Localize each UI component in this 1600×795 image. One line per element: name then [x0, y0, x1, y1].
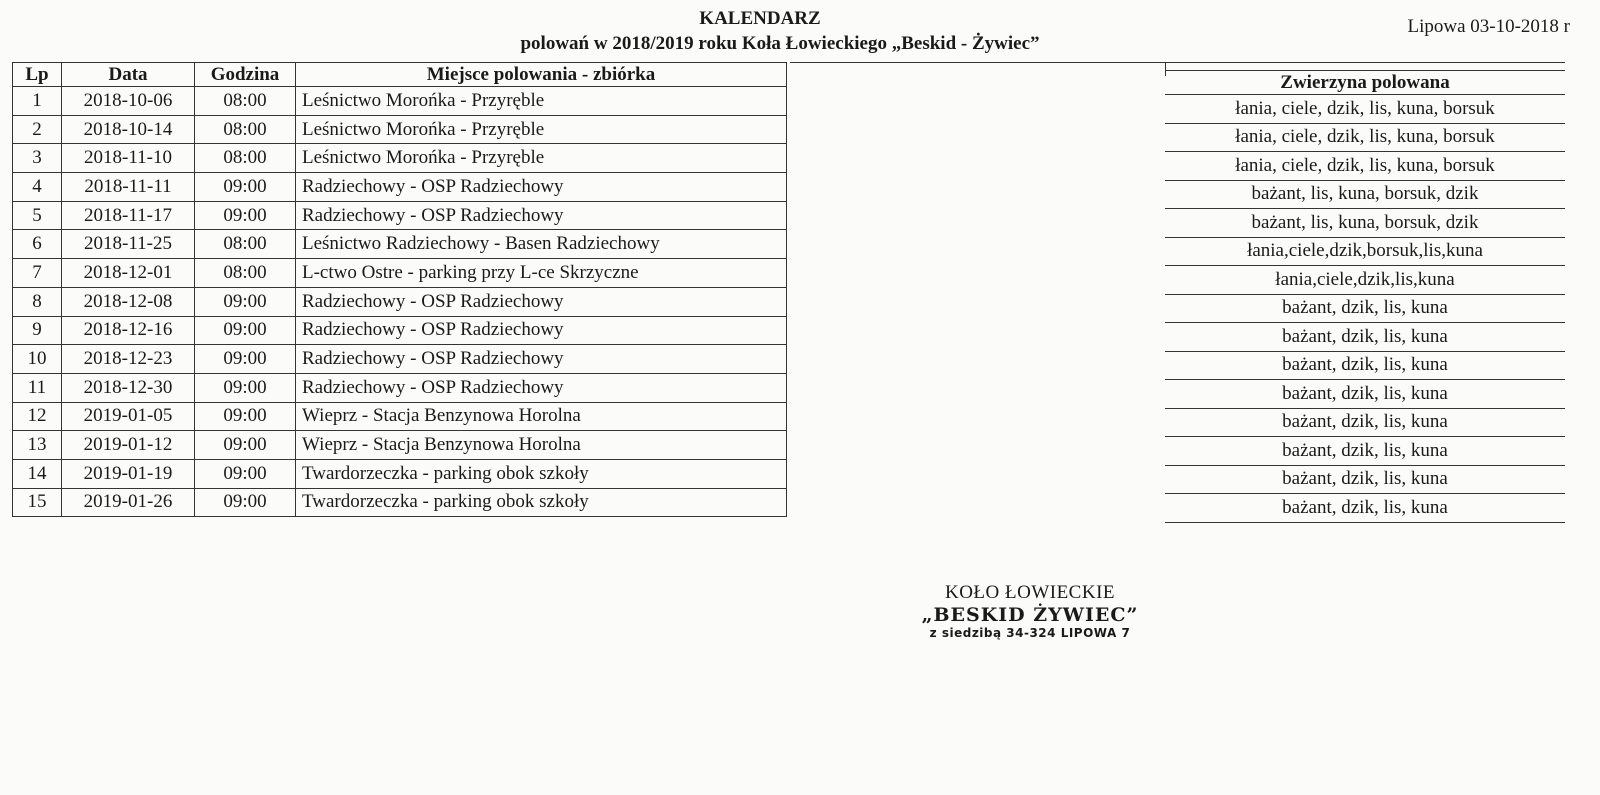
row-place: Wieprz - Stacja Benzynowa Horolna — [296, 431, 787, 460]
row-game: bażant, dzik, lis, kuna — [1165, 465, 1565, 494]
row-number: 7 — [13, 259, 62, 288]
row-place: Twardorzeczka - parking obok szkoły — [296, 488, 787, 517]
row-game: bażant, dzik, lis, kuna — [1165, 380, 1565, 409]
table-row — [13, 201, 787, 230]
game-row — [1165, 494, 1565, 523]
table-row — [13, 115, 787, 144]
game-row — [1165, 209, 1565, 238]
row-number: 8 — [13, 287, 62, 316]
row-game: bażant, dzik, lis, kuna — [1165, 323, 1565, 352]
table-row — [13, 488, 787, 517]
stamp-line-2: „BESKID ŻYWIEC” — [921, 604, 1139, 626]
table-row — [13, 345, 787, 374]
header-divider — [790, 62, 1565, 63]
row-time: 09:00 — [195, 345, 296, 374]
table-row — [13, 87, 787, 116]
table-row — [13, 287, 787, 316]
row-time: 09:00 — [195, 373, 296, 402]
game-row — [1165, 294, 1565, 323]
row-date: 2018-11-10 — [62, 144, 195, 173]
row-game: łania,ciele,dzik,lis,kuna — [1165, 266, 1565, 295]
stamp-line-1: KOŁO ŁOWIECKIE — [944, 582, 1116, 603]
row-number: 2 — [13, 115, 62, 144]
row-time: 08:00 — [195, 259, 296, 288]
row-date: 2018-11-25 — [62, 230, 195, 259]
row-time: 09:00 — [195, 287, 296, 316]
schedule-table — [12, 62, 787, 517]
row-place: Radziechowy - OSP Radziechowy — [296, 173, 787, 202]
column-header-lp: Lp — [13, 63, 62, 87]
row-date: 2018-11-17 — [62, 201, 195, 230]
row-time: 08:00 — [195, 87, 296, 116]
row-number: 11 — [13, 373, 62, 402]
table-row — [13, 144, 787, 173]
game-row — [1165, 237, 1565, 266]
game-row — [1165, 408, 1565, 437]
row-place: Wieprz - Stacja Benzynowa Horolna — [296, 402, 787, 431]
row-number: 4 — [13, 173, 62, 202]
row-number: 6 — [13, 230, 62, 259]
row-game: łania,ciele,dzik,borsuk,lis,kuna — [1165, 237, 1565, 266]
game-row — [1165, 351, 1565, 380]
row-number: 15 — [13, 488, 62, 517]
game-row — [1165, 437, 1565, 466]
row-number: 9 — [13, 316, 62, 345]
row-time: 09:00 — [195, 459, 296, 488]
row-date: 2018-10-06 — [62, 87, 195, 116]
row-number: 10 — [13, 345, 62, 374]
game-row — [1165, 266, 1565, 295]
row-time: 09:00 — [195, 201, 296, 230]
table-header-row — [13, 63, 787, 87]
table-row — [13, 316, 787, 345]
game-row — [1165, 465, 1565, 494]
row-place: Leśnictwo Morońka - Przyręble — [296, 87, 787, 116]
row-game: bażant, lis, kuna, borsuk, dzik — [1165, 209, 1565, 238]
column-header-game: Zwierzyna polowana — [1165, 71, 1565, 95]
row-place: Leśnictwo Morońka - Przyręble — [296, 115, 787, 144]
row-time: 09:00 — [195, 431, 296, 460]
row-place: L-ctwo Ostre - parking przy L-ce Skrzyczne — [296, 259, 787, 288]
game-row — [1165, 95, 1565, 124]
table-row — [13, 402, 787, 431]
row-place: Radziechowy - OSP Radziechowy — [296, 373, 787, 402]
row-place: Leśnictwo Radziechowy - Basen Radziechowy — [296, 230, 787, 259]
row-place: Radziechowy - OSP Radziechowy — [296, 201, 787, 230]
row-date: 2018-12-30 — [62, 373, 195, 402]
row-place: Twardorzeczka - parking obok szkoły — [296, 459, 787, 488]
row-number: 13 — [13, 431, 62, 460]
table-row — [13, 173, 787, 202]
row-time: 08:00 — [195, 115, 296, 144]
row-date: 2019-01-26 — [62, 488, 195, 517]
game-row — [1165, 123, 1565, 152]
row-date: 2019-01-05 — [62, 402, 195, 431]
row-date: 2018-11-11 — [62, 173, 195, 202]
row-place: Radziechowy - OSP Radziechowy — [296, 345, 787, 374]
row-date: 2018-12-01 — [62, 259, 195, 288]
row-date: 2019-01-12 — [62, 431, 195, 460]
game-row — [1165, 380, 1565, 409]
column-header-date: Data — [62, 63, 195, 87]
row-game: bażant, dzik, lis, kuna — [1165, 351, 1565, 380]
row-place: Leśnictwo Morońka - Przyręble — [296, 144, 787, 173]
row-number: 14 — [13, 459, 62, 488]
table-row — [13, 230, 787, 259]
document-subtitle: polowań w 2018/2019 roku Koła Łowieckiego „Beskid - Żywiec” — [520, 33, 1040, 54]
row-time: 08:00 — [195, 144, 296, 173]
table-row — [13, 431, 787, 460]
row-time: 08:00 — [195, 230, 296, 259]
row-date: 2018-12-16 — [62, 316, 195, 345]
table-row — [13, 373, 787, 402]
row-number: 3 — [13, 144, 62, 173]
row-time: 09:00 — [195, 402, 296, 431]
stamp-line-3: z siedzibą 34-324 LIPOWA 7 — [929, 626, 1131, 640]
row-date: 2018-12-08 — [62, 287, 195, 316]
row-game: łania, ciele, dzik, lis, kuna, borsuk — [1165, 95, 1565, 124]
row-game: łania, ciele, dzik, lis, kuna, borsuk — [1165, 152, 1565, 181]
place-date: Lipowa 03-10-2018 r — [1407, 16, 1570, 37]
game-row — [1165, 180, 1565, 209]
club-stamp — [880, 582, 1180, 640]
row-date: 2018-10-14 — [62, 115, 195, 144]
row-date: 2018-12-23 — [62, 345, 195, 374]
game-row — [1165, 152, 1565, 181]
row-game: bażant, dzik, lis, kuna — [1165, 437, 1565, 466]
row-time: 09:00 — [195, 173, 296, 202]
row-time: 09:00 — [195, 488, 296, 517]
table-row — [13, 459, 787, 488]
column-header-place: Miejsce polowania - zbiórka — [296, 63, 787, 87]
game-row — [1165, 323, 1565, 352]
row-number: 5 — [13, 201, 62, 230]
table-row — [13, 259, 787, 288]
row-date: 2019-01-19 — [62, 459, 195, 488]
column-header-time: Godzina — [195, 63, 296, 87]
document-title: KALENDARZ — [699, 8, 821, 29]
row-game: bażant, dzik, lis, kuna — [1165, 408, 1565, 437]
row-time: 09:00 — [195, 316, 296, 345]
row-place: Radziechowy - OSP Radziechowy — [296, 287, 787, 316]
game-table — [1165, 70, 1565, 523]
row-place: Radziechowy - OSP Radziechowy — [296, 316, 787, 345]
row-game: łania, ciele, dzik, lis, kuna, borsuk — [1165, 123, 1565, 152]
row-game: bażant, dzik, lis, kuna — [1165, 494, 1565, 523]
row-game: bażant, lis, kuna, borsuk, dzik — [1165, 180, 1565, 209]
game-header-row — [1165, 71, 1565, 95]
row-number: 12 — [13, 402, 62, 431]
row-number: 1 — [13, 87, 62, 116]
row-game: bażant, dzik, lis, kuna — [1165, 294, 1565, 323]
